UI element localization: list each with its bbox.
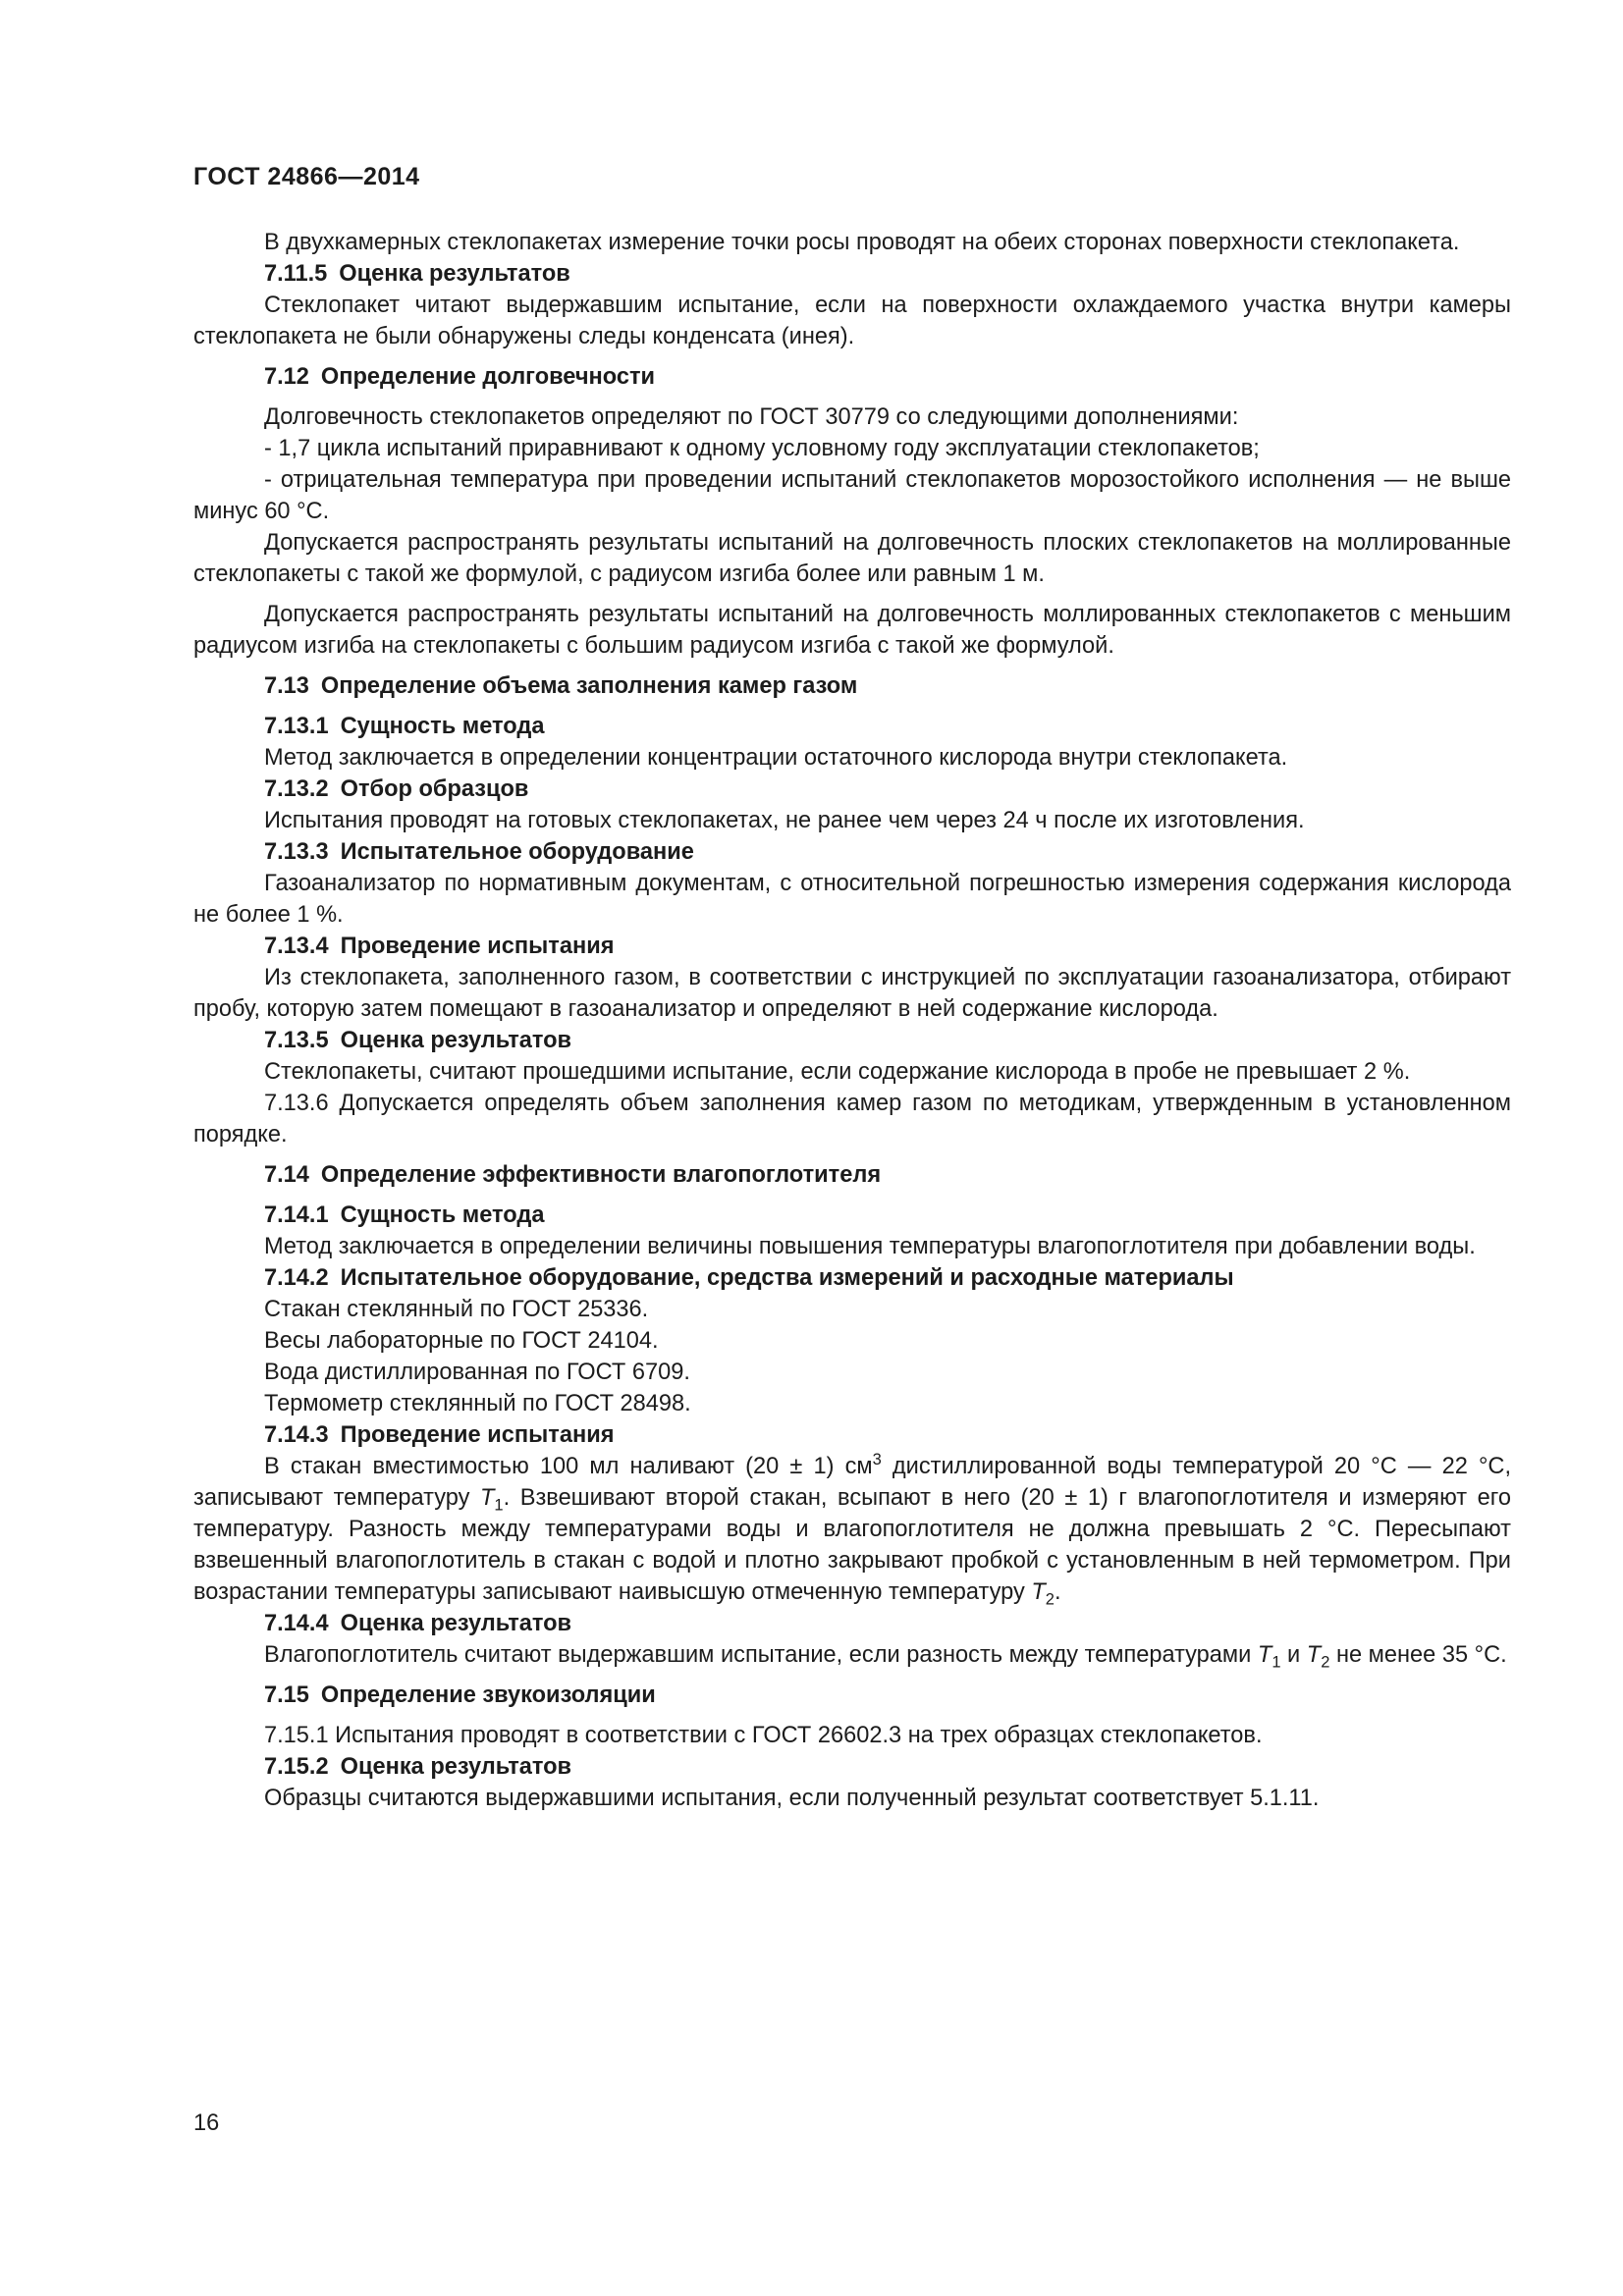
section-title: Определение долговечности bbox=[320, 364, 656, 390]
paragraph: В двухкамерных стеклопакетах измерение точки росы проводят на обеих сторонах поверхности стеклопакета. bbox=[264, 230, 1460, 255]
section-heading-7-14-4 bbox=[193, 1608, 1511, 1639]
equipment-item: Стакан стеклянный по ГОСТ 25336. bbox=[264, 1297, 649, 1322]
list-item: - 1,7 цикла испытаний приравнивают к одному условному году эксплуатации стеклопакетов; bbox=[264, 436, 1260, 461]
subscript: 2 bbox=[1321, 1652, 1330, 1672]
text-run: . Взвешивают второй стакан, всыпают в него (20 ± 1) г влагопоглотителя и измеряют его температуру. Разность между температурами воды и влагопоглотителя не должна превышать 2 °С. Пересыпают взвешенный влагопоглотитель в стакан с водой и плотно закрывают пробкой с установленным в ней термометром. При возрастании температуры записывают наивысшую отмеченную температуру bbox=[193, 1485, 1511, 1605]
paragraph: Из стеклопакета, заполненного газом, в соответствии с инструкцией по эксплуатации газоанализатора, отбирают пробу, которую затем помещают в газоанализатор и определяют в ней содержание кислорода. bbox=[193, 965, 1511, 1022]
section-title: Определение звукоизоляции bbox=[320, 1682, 656, 1708]
paragraph: Метод заключается в определении величины повышения температуры влагопоглотителя при добавлении воды. bbox=[264, 1234, 1476, 1259]
paragraph: Допускается распространять результаты испытаний на долговечность плоских стеклопакетов на моллированные стеклопакеты с такой же формулой, с радиусом изгиба более или равным 1 м. bbox=[193, 530, 1511, 587]
paragraph: 7.15.1 Испытания проводят в соответствии с ГОСТ 26602.3 на трех образцах стеклопакетов. bbox=[264, 1723, 1263, 1748]
equipment-item: Термометр стеклянный по ГОСТ 28498. bbox=[264, 1391, 691, 1416]
section-title: Оценка результатов bbox=[340, 1754, 572, 1780]
section-heading-7-13-3 bbox=[193, 836, 1511, 868]
page-number: 16 bbox=[193, 2110, 220, 2136]
section-title: Оценка результатов bbox=[340, 1611, 572, 1636]
section-heading-7-13-5 bbox=[193, 1025, 1511, 1056]
section-number: 7.13 bbox=[264, 673, 309, 699]
section-heading-7-13 bbox=[193, 670, 1511, 702]
document-body bbox=[193, 227, 1511, 1814]
section-heading-7-11-5 bbox=[193, 258, 1511, 290]
section-heading-7-15-2 bbox=[193, 1751, 1511, 1783]
variable-t2: T bbox=[1306, 1642, 1322, 1668]
equipment-item: Весы лабораторные по ГОСТ 24104. bbox=[264, 1328, 659, 1354]
paragraph: 7.13.6 Допускается определять объем заполнения камер газом по методикам, утвержденным в установленном порядке. bbox=[193, 1091, 1511, 1148]
variable-t2: T bbox=[1031, 1579, 1046, 1605]
paragraph bbox=[193, 1639, 1511, 1671]
superscript: 3 bbox=[872, 1450, 882, 1469]
section-heading-7-13-2 bbox=[193, 774, 1511, 805]
list-item: - отрицательная температура при проведении испытаний стеклопакетов морозостойкого исполнения — не выше минус 60 °С. bbox=[193, 467, 1511, 524]
section-heading-7-15 bbox=[193, 1680, 1511, 1711]
section-number: 7.13.5 bbox=[264, 1028, 329, 1053]
section-number: 7.13.2 bbox=[264, 776, 329, 802]
text-run: В стакан вместимостью 100 мл наливают (20 ± 1) см bbox=[264, 1454, 873, 1479]
subscript: 1 bbox=[1271, 1652, 1281, 1672]
section-heading-7-14 bbox=[193, 1159, 1511, 1191]
subscript: 1 bbox=[494, 1495, 504, 1515]
document-header: ГОСТ 24866—2014 bbox=[193, 163, 420, 190]
variable-t1: T bbox=[1257, 1642, 1272, 1668]
section-title: Сущность метода bbox=[340, 1202, 545, 1228]
section-number: 7.14 bbox=[264, 1162, 309, 1188]
paragraph: Стеклопакет читают выдержавшим испытание, если на поверхности охлаждаемого участка внутри камеры стеклопакета не были обнаружены следы конденсата (инея). bbox=[193, 293, 1511, 349]
paragraph: Долговечность стеклопакетов определяют по ГОСТ 30779 со следующими дополнениями: bbox=[264, 404, 1239, 430]
section-title: Оценка результатов bbox=[339, 261, 570, 287]
section-number: 7.14.4 bbox=[264, 1611, 329, 1636]
text-run: не менее 35 °С. bbox=[1329, 1642, 1507, 1668]
section-heading-7-12 bbox=[193, 361, 1511, 393]
paragraph: Газоанализатор по нормативным документам, с относительной погрешностью измерения содержания кислорода не более 1 %. bbox=[193, 871, 1511, 928]
section-title: Определение объема заполнения камер газом bbox=[320, 673, 858, 699]
section-title: Испытательное оборудование, средства измерений и расходные материалы bbox=[340, 1265, 1234, 1291]
section-title: Отбор образцов bbox=[340, 776, 529, 802]
paragraph bbox=[193, 1451, 1511, 1608]
section-title: Проведение испытания bbox=[340, 934, 615, 959]
section-number: 7.11.5 bbox=[264, 261, 328, 287]
section-title: Оценка результатов bbox=[340, 1028, 572, 1053]
section-number: 7.14.3 bbox=[264, 1422, 329, 1448]
section-heading-7-14-1 bbox=[193, 1200, 1511, 1231]
equipment-item: Вода дистиллированная по ГОСТ 6709. bbox=[264, 1360, 690, 1385]
section-title: Проведение испытания bbox=[340, 1422, 615, 1448]
section-heading-7-14-3 bbox=[193, 1419, 1511, 1451]
section-title: Определение эффективности влагопоглотителя bbox=[320, 1162, 882, 1188]
section-number: 7.13.4 bbox=[264, 934, 329, 959]
section-number: 7.12 bbox=[264, 364, 309, 390]
text-run: и bbox=[1280, 1642, 1307, 1668]
paragraph: Допускается распространять результаты испытаний на долговечность моллированных стеклопакетов с меньшим радиусом изгиба на стеклопакеты с большим радиусом изгиба с такой же формулой. bbox=[193, 602, 1511, 659]
section-title: Испытательное оборудование bbox=[340, 839, 694, 865]
paragraph: Образцы считаются выдержавшими испытания, если полученный результат соответствует 5.1.11. bbox=[264, 1786, 1320, 1811]
section-number: 7.15.2 bbox=[264, 1754, 329, 1780]
section-heading-7-13-1 bbox=[193, 711, 1511, 742]
section-heading-7-13-4 bbox=[193, 931, 1511, 962]
section-number: 7.14.1 bbox=[264, 1202, 329, 1228]
section-heading-7-14-2 bbox=[193, 1262, 1511, 1294]
section-number: 7.13.3 bbox=[264, 839, 329, 865]
paragraph: Стеклопакеты, считают прошедшими испытание, если содержание кислорода в пробе не превышает 2 %. bbox=[264, 1059, 1411, 1085]
section-number: 7.15 bbox=[264, 1682, 309, 1708]
section-number: 7.13.1 bbox=[264, 714, 329, 739]
text-run: Влагопоглотитель считают выдержавшим испытание, если разность между температурами bbox=[264, 1642, 1258, 1668]
variable-t1: T bbox=[479, 1485, 495, 1511]
text-run: дистиллированной воды температурой 20 °С — 22 °С, записывают температуру bbox=[193, 1454, 1511, 1511]
section-title: Сущность метода bbox=[340, 714, 545, 739]
paragraph: Испытания проводят на готовых стеклопакетах, не ранее чем через 24 ч после их изготовления. bbox=[264, 808, 1305, 833]
text-run: . bbox=[1054, 1579, 1061, 1605]
subscript: 2 bbox=[1045, 1589, 1055, 1609]
section-number: 7.14.2 bbox=[264, 1265, 329, 1291]
paragraph: Метод заключается в определении концентрации остаточного кислорода внутри стеклопакета. bbox=[264, 745, 1288, 771]
